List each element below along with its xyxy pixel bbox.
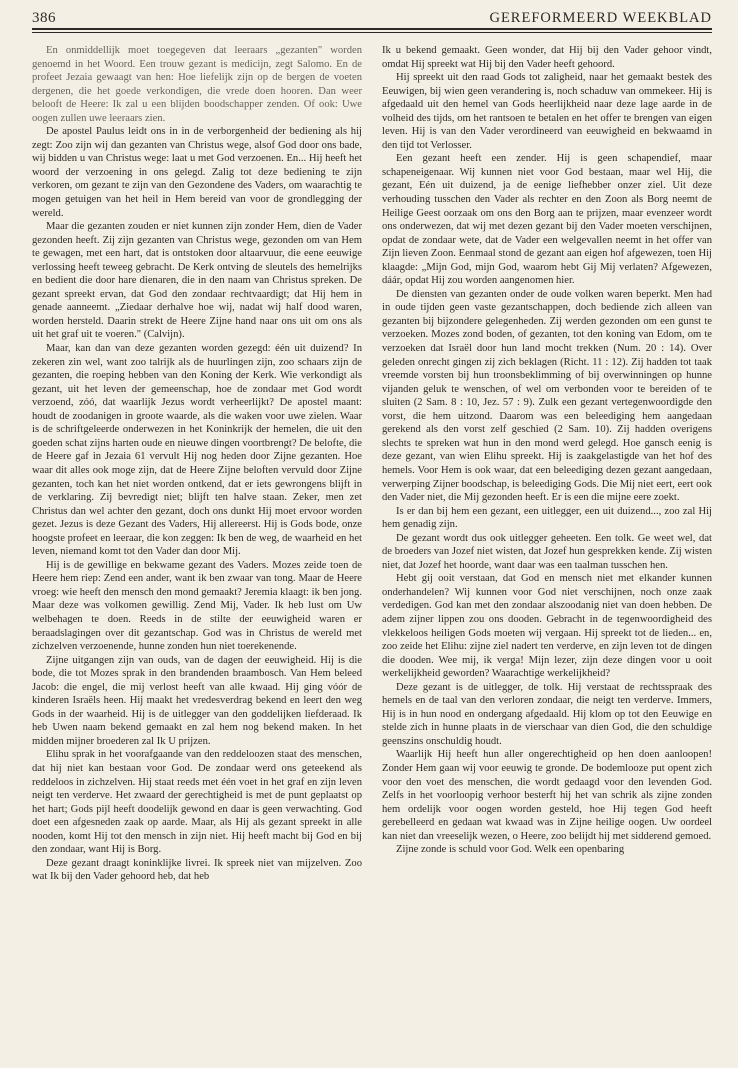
column-right: [382, 44, 712, 1056]
paragraph: Maar die gezanten zouden er niet kunnen zijn zonder Hem, dien de Vader gezonden heeft. Zij zijn gezanten van Christus wege, gezonden om van Hem te gewagen, met een hart, dat is ontstoken door altaarvuur, die eene eeuwige verlossing heeft teweeg gebracht. De Kerk ontving de sleutels des hemelrijks en bedient die door hare dienaren, die in den naam van Christus spreken. De gezant spreekt ervan, dat God den zondaar rechtvaardigt; dat Hij hem in genade aanneemt. „Ziedaar derhalve hoe wij, nadat wij half dood waren, worden hersteld. Daarin strekt de Heere Zijne hand naar ons uit om ons als uit het graf uit te voeren." (Calvijn).: [32, 221, 362, 341]
article-body: [32, 44, 712, 1056]
paragraph: Een gezant heeft een zender. Hij is geen schapendief, maar schapeneigenaar. Wij kunnen niet voor God bestaan, maar wel Hij, die gezant, Eén uit duizend, ja de eenige liefhebber onzer ziel. Uit deze verhouding tusschen den Vader als rechter en den Zoon als Borg neemt de Heilige Geest oorzaak om ons den Borg aan te prijzen, maar evenzeer wordt ons onderwezen, dat wij met dezen gezant bij den Vader moeten verschijnen, opdat de zondaar wete, dat de Vader een welgevallen neemt in het offer van Zijn lieven Zoon. Eenmaal stond de gezant aan eigen hof afgewezen, toen Hij klaagde: „Mijn God, mijn God, waarom hebt Gij Mij verlaten? Afgewezen, dáár, opdat Hij zou worden aangenomen hier.: [382, 153, 712, 287]
running-title: GEREFORMEERD WEEKBLAD: [489, 10, 712, 26]
page-number: 386: [32, 10, 56, 26]
paragraph: De apostel Paulus leidt ons in in de verborgenheid der bediening als hij zegt: Zoo zijn wij dan gezanten van Christus wege, alsof God door ons bade, wij bidden u van Christus wege: laat u met God verzoenen. En... Hij heeft het woord der verzoening in ons gelegd. Zalig tot deze bediening te zijn verkoren, om gezant te zijn van den Gezondene des Vaders, om waarachtig te mogen getuigen van het heil in Hem bereid van voor de grondlegging der wereld.: [32, 126, 362, 219]
header-rule-thick: [32, 28, 712, 30]
paragraph: Hij is de gewillige en bekwame gezant des Vaders. Mozes zeide toen de Heere hem riep: Zend een ander, want ik ben zwaar van tong. Maar de Heere vroeg: wie heeft den mensch den mond gemaakt? Jeremia klaagt: ik ben jong. Maar deze was volkomen gewillig. Zend Mij, Vader. Ik heb lust om Uw welbehagen te doen. Reeds in de stilte der eeuwigheid waren er beraadslagingen over dit gezantschap. God was in Christus de wereld met zichzelven verzoenende, hunne zonden hun niet toerekenende.: [32, 559, 362, 653]
paragraph: Deze gezant is de uitlegger, de tolk. Hij verstaat de rechtsspraak des hemels en de taal van den verloren zondaar, die neigt ten verderve. Immers, Hij is in hun nood en ondergang afgedaald. Hij klom op tot den Eeuwige en stelde zich in hunne plaats in de vierschaar van dien God, die den schuldige geenszins onschuldig houdt.: [382, 681, 712, 747]
paragraph: Ik u bekend gemaakt. Geen wonder, dat Hij bij den Vader gehoor vindt, omdat Hij spreekt wat Hij bij den Vader heeft gehoord.: [382, 45, 712, 70]
paragraph: Zijne zonde is schuld voor God. Welk een openbaring: [396, 844, 625, 856]
paragraph: Waarlijk Hij heeft hun aller ongerechtigheid op hen doen aanloopen! Zonder Hem gaan wij voor eeuwig te gronde. De bodemlooze put opent zich voor den voet des menschen, die wordt gedaagd voor den levenden God. Zelfs in het voorloopig verhoor besterft hij het van schrik als zijne zonden hem ordelijk voor oogen worden gesteld, hoe Hij tegen God heeft gerebelleerd en gedaan wat kwaad was in Zijne heilige oogen. Uw oordeel kan niet dan vreeselijk wezen, o Heere, zoo belijdt hij met sidderend gemoed.: [382, 749, 712, 842]
paragraph: Zijne uitgangen zijn van ouds, van de dagen der eeuwigheid. Hij is die bode, die tot Mozes sprak in den brandenden braambosch. Van Hem beleed Jacob: die engel, die mij verlost heeft van alle kwaad. Hij ging vóór de kinderen Israëls heen. Hij maakt het vredesverdrag bekend en leert den weg Gods in der waarheid. Hij is de uitlegger van den goddelijken liefderaad. Ik heb Uwen naam bekend gemaakt en zal hem nog bekend maken. In het midden mijner broederen zal Ik U prijzen.: [32, 654, 362, 747]
paragraph: De diensten van gezanten onder de oude volken waren beperkt. Men had in oude tijden geen vaste gezantschappen, doch bediende zich alleen van gezanten bij bijzondere gelegenheden. Zij werden gezonden om een gunst te verzoeken. Mozes zond boden, of gezanten, tot den koning van Edom, om te verzoeken dat Israël door hun land mocht trekken (Num. 20 : 14). Over geleden onrecht gingen zij zich beklagen (Richt. 11 : 12). Zij hadden tot taak vreemde vorsten bij hun troonsbeklimming of bij overwinningen op hunne vijanden geluk te wenschen, of wel om verbonden voor te bereiden of te sluiten (2 Sam. 8 : 10, Jez. 57 : 9). Zulk een gezant vertegenwoordigde den vorst, die hem uitzond. Daarom was een beleediging hem aangedaan gerekend als den vorst zelf geschied (2 Sam. 10). Zij hadden overigens slechts te spreken wat hun in den mond werd gelegd. Hoe gansch eenig is deze gezant, van wien Elihu spreekt. Hij is zaakgelastigde van het hof des hemels. Voor Hem is ook waar, dat een beleediging dezen gezant aangedaan, verwerping Zijner boodschap, is beleediging Gods. Die Mij niet eert, eert ook den Vader niet, die Mij gezonden heeft. Er is een die mijne eere zoekt.: [382, 288, 712, 504]
column-left: [32, 44, 362, 1056]
paragraph: Maar, kan dan van deze gezanten worden gezegd: één uit duizend? In zekeren zin wel, want zoo talrijk als de huurlingen zijn, zoo schaars zijn de gezanten, die roeping hebben van den Koning der Kerk. Wie verkondigt als gezant, uit het leven der gemeenschap, hoe de zondaar met God wordt verzoend, zóó, dat waarlijk Jezus wordt verheerlijkt? De apostel maant: houdt de zoodanigen in groote waarde, als die waken voor uwe zielen. Waar is de schriftgeleerde onderwezen in het Koninkrijk der hemelen, die uit den goeden schat zijns harten oude en nieuwe dingen voortbrengt? De belofte, die de Heere gaf in Jezaia 61 vervult Hij nog heden door Zijne gezanten. Hoe waar dit alles ook moge zijn, dat de Heere Zijne beloften vervuld door Zijne gezanten, toch kan het niet worden ontkend, dat er iets gewrongens blijft in de verklaring. Zij bevredigt niet; blijft ten halve staan. Zeker, men zet Christus dan wel achter den gezant, doch ons dunkt Hij moet ervoor worden gezet. Jezus is deze Gezant des Vaders, Hij allereerst. Hij is Gods bode, onze hoogste profeet en leeraar, die kon zeggen: Ik ben de weg, de waarheid en het leven, niemand komt tot den Vader dan door Mij.: [32, 343, 362, 558]
running-header: [32, 4, 712, 30]
paragraph: Deze gezant draagt koninklijke livrei. Ik spreek niet van mijzelven. Zoo wat Ik bij den Vader gehoord heb, dat heb: [32, 857, 362, 883]
paragraph: Hebt gij ooit verstaan, dat God en mensch niet met elkander kunnen onderhandelen? Wij kunnen voor God niet verschijnen, noch onze zaak verdedigen. God kan met den zondaar alszoodanig niet van doen hebben. De adem zijner lippen zou ons dooden. Gebracht in de tegenwoordigheid des vlekkeloos heiligen Gods moeten wij vergaan. Hij spreekt tot de lieden... en, zoo zeide het Elihu: zijne ziel nadert ten verderve, en zijn leven tot de dingen die dooden. Wee mij, ik verga! Mijn lezer, zijn deze dingen voor u ooit werkelijkheid geworden? Waarachtige werkelijkheid?: [382, 573, 712, 680]
paragraph: Elihu sprak in het voorafgaande van den reddeloozen staat des menschen, dat hij niet kan bestaan voor God. De zondaar werd ons geteekend als reddeloos in zichzelven. Hij staat reeds met één voet in het graf en zijn leven neigt ten verderve. Het zwaard der gerechtigheid is met de punt geplaatst op het hart; Gods pijl heeft doodelijk gewond en daar is geen verwachting. God doet een afgesneden zaak op aarde. Maar, als Hij als gezant spreekt in alle nooden, komt Hij tot den mensch in zijn niet. Hij heeft macht bij God en bij den zondaar, want Hij is Borg.: [32, 749, 362, 856]
paragraph: Is er dan bij hem een gezant, een uitlegger, een uit duizend..., zoo zal Hij hem genadig zijn.: [382, 505, 712, 531]
paragraph: Hij spreekt uit den raad Gods tot zaligheid, naar het gemaakt bestek des Eeuwigen, bij wien geen verandering is, noch schaduw van ommekeer. Hij is afgedaald uit den hemel van Gods heerlijkheid naar deze lage aarde in de volheid des tijds, om het rantsoen te betalen en het offer te brengen van eigen leven. Hij is van den Vader verordineerd van eeuwigheid en bekwaamd in den tijd tot Verlosser.: [382, 72, 712, 151]
header-rule-thin: [32, 32, 712, 33]
paragraph: De gezant wordt dus ook uitlegger geheeten. Een tolk. Ge weet wel, dat de broeders van Jozef niet wisten, dat Jozef hun gesprekken kende. Zij wisten niet, dat Jozef het hoorde, want daar was een taalman tusschen hen.: [382, 532, 712, 571]
paragraph: En onmiddellijk moet toegegeven dat leeraars „gezanten" worden genoemd in het Woord. Een trouw gezant is medicijn, zegt Salomo. En de profeet Jezaia gewaagt van hen: Hoe liefelijk zijn op de bergen de voeten dergenen, die het goede verkondigen, die vrede doen hooren. Dan weer belooft de Heere: Ik zal u een blijden boodschapper zenden. Of ook: Uwe oogen zullen uwe leeraars zien.: [32, 45, 362, 124]
